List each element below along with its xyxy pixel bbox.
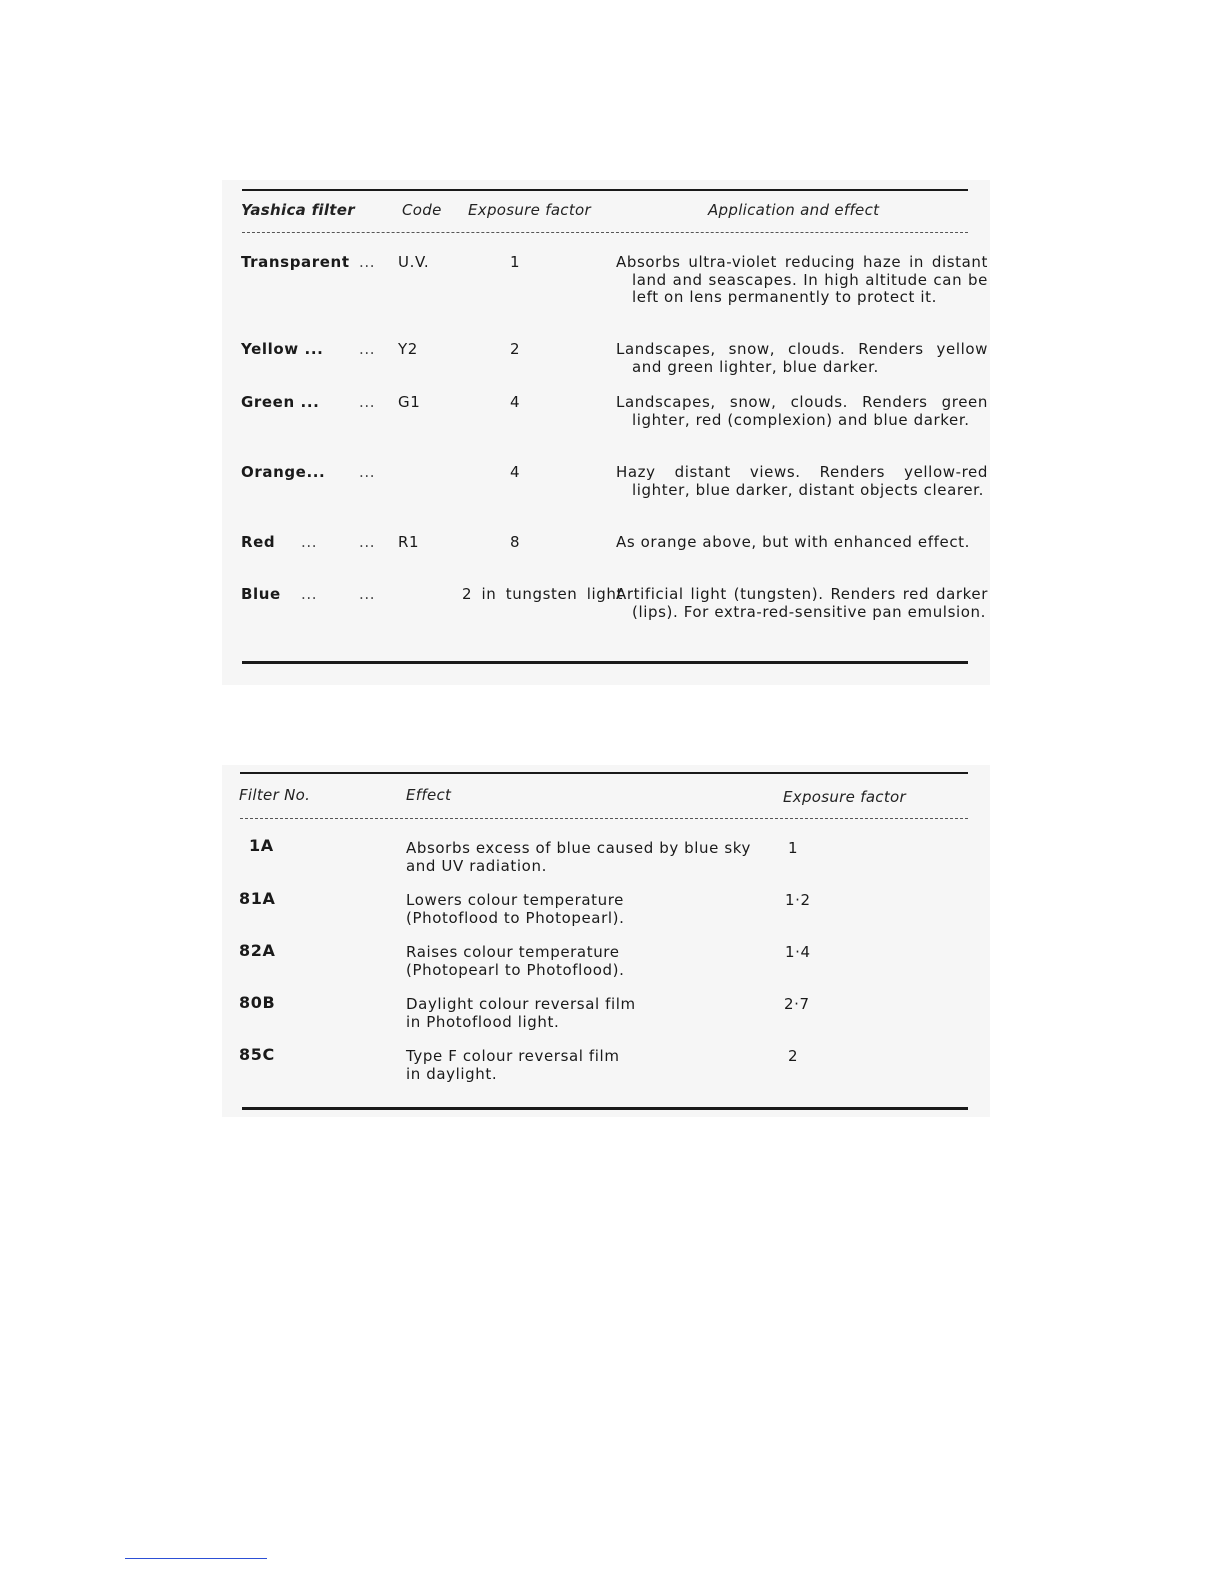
filter-number: 81A [239,889,276,908]
header-code: Code [402,201,442,219]
exposure-factor: 2 in tungsten light [462,585,624,603]
bottom-rule [242,661,968,664]
exposure-factor: 4 [510,463,521,481]
filter-name: Orange... [241,463,326,481]
filter-number: 85C [239,1045,275,1064]
exposure-factor: 1·4 [785,943,811,961]
exposure-factor: 2·7 [784,995,810,1013]
filter-code: G1 [398,393,421,411]
filter-name: Blue [241,585,281,603]
top-rule [240,772,968,774]
leader-dots: ... [359,585,376,603]
leader-dots: ... [301,533,318,551]
application-text: Landscapes, snow, clouds. Renders green lighter, red (complexion) and blue darker. [616,393,988,429]
application-text: Absorbs ultra-violet reducing haze in distant land and seascapes. In high altitude can be left on lens permanently to protect it. [616,253,988,306]
header-exposure: Exposure factor [468,201,591,219]
application-text: Artificial light (tungsten). Renders red darker (lips). For extra-red-sensitive pan emulsion. [616,585,988,621]
leader-dots: ... [359,463,376,481]
header-rule [242,232,968,233]
filter-code: R1 [398,533,420,551]
header-application: Application and effect [708,201,880,219]
effect-text: Raises colour temperature (Photopearl to Photoflood). [406,943,625,979]
exposure-factor: 4 [510,393,521,411]
exposure-factor: 8 [510,533,521,551]
header-exposure: Exposure factor [783,788,906,806]
leader-dots: ... [301,585,318,603]
yashica-filter-table [222,180,990,685]
filter-name: Red [241,533,276,551]
effect-text: Type F colour reversal film in daylight. [406,1047,620,1083]
exposure-factor: 2 [788,1047,799,1065]
application-text: As orange above, but with enhanced effect. [616,533,971,551]
header-effect: Effect [406,786,452,804]
filter-name: Transparent [241,253,350,271]
leader-dots: ... [359,533,376,551]
filter-name: Yellow ... [241,340,324,358]
application-text: Hazy distant views. Renders yellow-red lighter, blue darker, distant objects clearer. [616,463,988,499]
filter-number: 1A [249,836,274,855]
filter-code: U.V. [398,253,430,271]
filter-name: Green ... [241,393,320,411]
exposure-factor: 1·2 [785,891,811,909]
filter-number: 82A [239,941,276,960]
footnote-rule [125,1558,267,1559]
filter-code: Y2 [398,340,418,358]
header-filter: Yashica filter [241,201,355,219]
header-rule [240,818,968,819]
effect-text: Daylight colour reversal film in Photoflood light. [406,995,636,1031]
effect-text: Lowers colour temperature (Photoflood to Photopearl). [406,891,625,927]
exposure-factor: 1 [510,253,521,271]
exposure-factor: 2 [510,340,521,358]
leader-dots: ... [359,253,376,271]
effect-text: Absorbs excess of blue caused by blue sky and UV radiation. [406,839,751,875]
header-filter-no: Filter No. [239,786,311,804]
leader-dots: ... [359,340,376,358]
filter-number: 80B [239,993,276,1012]
application-text: Landscapes, snow, clouds. Renders yellow and green lighter, blue darker. [616,340,988,376]
leader-dots: ... [359,393,376,411]
exposure-factor: 1 [788,839,799,857]
bottom-rule [242,1107,968,1110]
filter-number-table [222,765,990,1117]
top-rule [242,189,968,191]
